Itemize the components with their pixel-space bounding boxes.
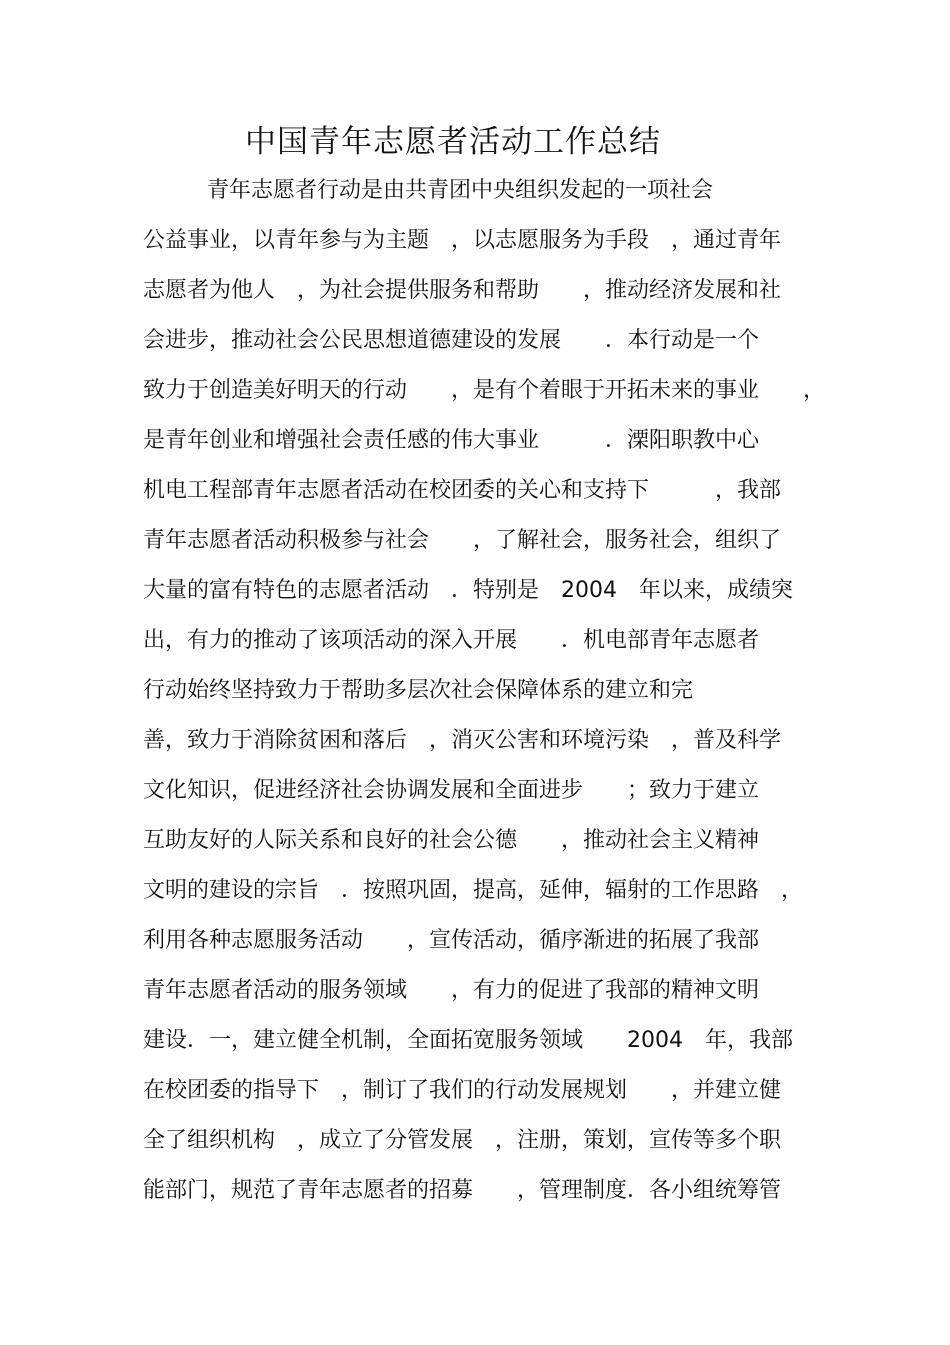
paragraph-line: 机电工程部青年志愿者活动在校团委的关心和支持下 ，我部 xyxy=(143,478,782,503)
paragraph-line: 青年志愿者活动的服务领域 ，有力的促进了我部的精神文明 xyxy=(143,978,760,1003)
paragraph-line: 青年志愿者行动是由共青团中央组织发起的一项社会 xyxy=(207,178,714,203)
paragraph-line: 文化知识，促进经济社会协调发展和全面进步 ；致力于建立 xyxy=(143,778,760,803)
paragraph-line: 青年志愿者活动积极参与社会 ，了解社会，服务社会，组织了 xyxy=(143,528,782,553)
document-title: 中国青年志愿者活动工作总结 xyxy=(245,124,661,160)
paragraph-line: 建设．一，建立健全机制，全面拓宽服务领域 2004 年，我部 xyxy=(143,1028,793,1053)
paragraph-line: 志愿者为他人 ，为社会提供服务和帮助 ，推动经济发展和社 xyxy=(143,278,782,303)
paragraph-line: 会进步，推动社会公民思想道德建设的发展 ．本行动是一个 xyxy=(143,328,760,353)
paragraph-line: 全了组织机构 ，成立了分管发展 ，注册，策划，宣传等多个职 xyxy=(143,1128,782,1153)
paragraph-line: 善，致力于消除贫困和落后 ，消灭公害和环境污染 ，普及科学 xyxy=(143,728,782,753)
paragraph-line: 行动始终坚持致力于帮助多层次社会保障体系的建立和完 xyxy=(143,678,694,703)
paragraph-line: 互助友好的人际关系和良好的社会公德 ，推动社会主义精神 xyxy=(143,828,760,853)
paragraph-line: 公益事业，以青年参与为主题 ，以志愿服务为手段 ，通过青年 xyxy=(143,228,782,253)
paragraph-line: 在校团委的指导下 ，制订了我们的行动发展规划 ，并建立健 xyxy=(143,1078,782,1103)
paragraph-line: 利用各种志愿服务活动 ，宣传活动，循序渐进的拓展了我部 xyxy=(143,928,760,953)
paragraph-line: 出，有力的推动了该项活动的深入开展 ．机电部青年志愿者 xyxy=(143,628,760,653)
paragraph-line: 能部门，规范了青年志愿者的招募 ，管理制度．各小组统筹管 xyxy=(143,1178,782,1203)
paragraph-line: 是青年创业和增强社会责任感的伟大事业 ．溧阳职教中心 xyxy=(143,428,760,453)
paragraph-line: 大量的富有特色的志愿者活动 ．特别是 2004 年以来，成绩突 xyxy=(143,578,793,603)
document-body xyxy=(143,166,843,1216)
paragraph-line: 文明的建设的宗旨 ．按照巩固，提高，延伸，辐射的工作思路 ， xyxy=(143,878,804,903)
paragraph-line: 致力于创造美好明天的行动 ，是有个着眼于开拓未来的事业 ， xyxy=(143,378,826,403)
